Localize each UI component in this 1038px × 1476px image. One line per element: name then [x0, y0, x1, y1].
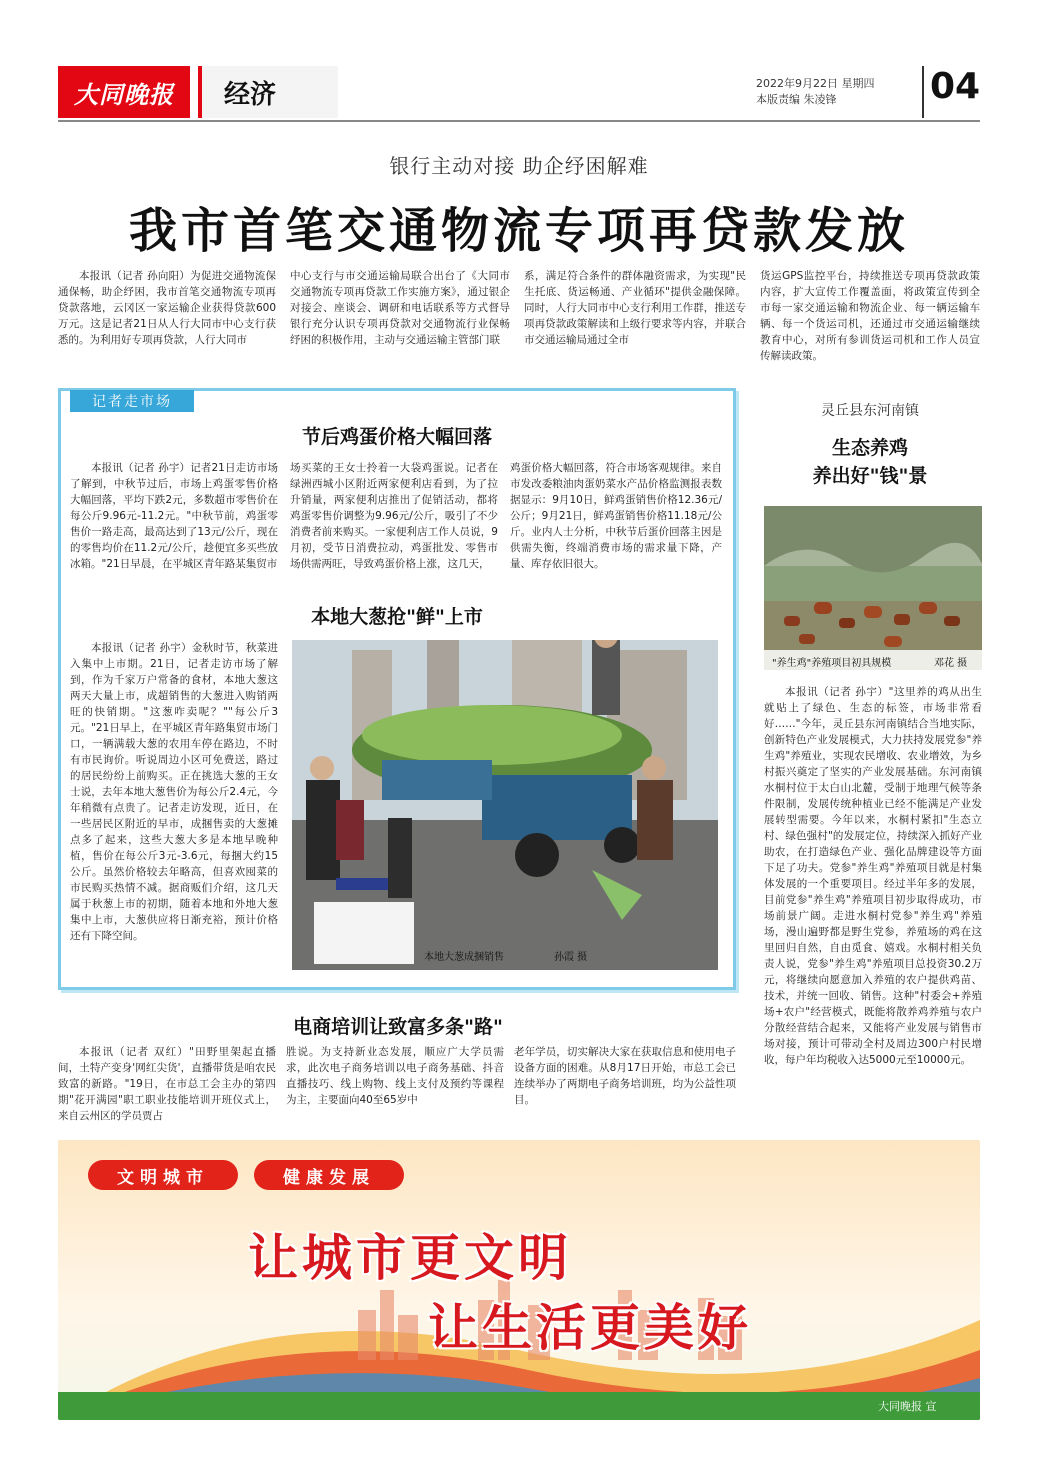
ecommerce-text-2: 胜说。为支持新业态发展，顺应广大学员需求，此次电子商务培训以电子商务基础、抖音直播技巧、线上购物、线上支付及预约等课程为主，主要面向40至65岁中: [286, 1046, 504, 1106]
eggs-column-3: [510, 460, 722, 588]
ecommerce-column-3: [514, 1044, 736, 1128]
onions-credit: 孙霞 摄: [554, 952, 588, 963]
header-divider: [922, 66, 924, 118]
banner-pill-healthy-development: 健康发展: [254, 1160, 404, 1190]
onions-title: 本地大葱抢"鲜"上市: [311, 606, 483, 628]
eggs-text-3: 鸡蛋价格大幅回落，符合市场客观规律。来自市发改委粮油肉蛋奶菜水产品价格监测报表数据显示：9月10日，鲜鸡蛋销售价格12.36元/公斤；9月21日，鲜鸡蛋销售价格11.18元/公斤。业内人士分析，中秋节后蛋价回落主因是供需失衡，终端消费市场的需求量下降，产量、库存依旧很大。: [510, 462, 722, 570]
onions-text: 本报讯（记者 孙宇）金秋时节，秋菜进入集中上市期。21日，记者走访市场了解到，作为千家万户常备的食材，本地大葱这两天大量上市，成超销售的大葱进入购销两旺的快销期。"这葱咋卖呢？""每公斤3元。"21日早上，在平城区青年路集贸市场门口，一辆满载大葱的农用车停在路边，不时有市民询价。听说周边小区可免费送，路过的居民纷纷上前购买。正在挑选大葱的王女士说，去年本地大葱售价为每公斤2.4元，今年稍微有点贵了。记者走访发现，近日，在一些居民区附近的早市，成捆售卖的大葱摊点多了起来，这些大葱大多是本地早晚种植，售价在每公斤3元-3.6元，每捆大约15公斤。虽然价格较去年略高，但喜欢囤菜的市民购买热情不减。据商贩们介绍，这几天属于秋葱上市的初期，随着本地和外地大葱集中上市，大葱供应将日渐充裕，预计价格还有下降空间。: [70, 642, 278, 942]
right-article-text: 本报讯（记者 孙宇）"这里养的鸡从出生就贴上了绿色、生态的标签，市场非常看好……"今年，灵丘县东河南镇结合当地实际，创新特色产业发展模式，大力扶持发展党参"养生鸡"养殖业，实现农民增收、农业增效，为乡村振兴奠定了坚实的产业发展基础。东河南镇水桐村位于太白山北麓，受制于地理气候等条件限制，发展传统种植业已经不能满足产业发展转型需要。今年以来，水桐村紧扣"生态立村、绿色强村"的发展定位，持续深入抓好产业助农，在打造绿色产业、强化品牌建设等方面下足了功夫。党参"养生鸡"养殖项目就是村集体发展的一个重要项目。经过半年多的发展，目前党参"养生鸡"养殖项目初步取得成功，市场前景广阔。走进水桐村党参"养生鸡"养殖场，漫山遍野都是野生党参，养殖场的鸡在这里回归自然，自由觅食、嬉戏。水桐村相关负责人说，党参"养生鸡"养殖项目总投资30.2万元，将继续向愿意加入养殖的农户提供鸡苗、技术，并统一回收、销售。这种"村委会+养殖场+农户"经营模式，既能将散养鸡养殖与农户分散经营结合起来，又能将产业发展与销售市场对接，预计可带动全村及周边300户村民增收，每户年均税收入达5000元至10000元。: [764, 686, 982, 1066]
lead-text-4: 货运GPS监控平台，持续推送专项再贷款政策内容，扩大宣传工作覆盖面，将政策宣传到全市每一家交通运输和物流企业、每一辆运输车辆、每一个货运司机，还通过市交通运输继续教育中心，对所有参训货运司机和工作人员宣传解读政策。: [760, 270, 980, 362]
eggs-text-2: 场买菜的王女士拎着一大袋鸡蛋说。记者在绿洲西城小区附近两家便利店看到，为了拉升销量，两家便利店推出了促销活动，都将鸡蛋零售价调整为9.96元/公斤，吸引了不少消费者前来购买。一家便利店工作人员说，9月初，受节日消费拉动，鸡蛋批发、零售市场供需两旺，导致鸡蛋价格上涨，这几天，: [290, 462, 498, 570]
eggs-title: 节后鸡蛋价格大幅回落: [301, 426, 492, 448]
lead-column-1: [58, 268, 276, 380]
eggs-column-1: [70, 460, 278, 588]
banner-pill-civilized-city: 文明城市: [88, 1160, 238, 1190]
chicken-credit: 邓花 摄: [934, 658, 968, 669]
page-editor: 本版责编 朱凌锋: [756, 93, 837, 106]
ecommerce-text-1: 本报讯（记者 双红）"田野里架起直播间，土特产变身'网红尖货'，直播带货是咱农民致富的新路。"19日，在市总工会主办的第四期"花开满园"职工职业技能培训开班仪式上，来自云州区的学员贾占: [58, 1046, 276, 1122]
chicken-photo: [764, 506, 982, 670]
issue-date: 2022年9月22日 星期四: [756, 77, 875, 90]
lead-headline: 我市首笔交通物流专项再贷款发放: [128, 203, 909, 259]
ecommerce-column-2: [286, 1044, 504, 1128]
right-title-line-1: 生态养鸡: [831, 437, 908, 459]
masthead-logo: 大同晚报: [58, 66, 190, 118]
banner-slogan-2: 让生活更美好: [428, 1299, 752, 1357]
civic-banner: [58, 1140, 980, 1420]
ecommerce-text-3: 老年学员，切实解决大家在获取信息和使用电子设备方面的困难。从8月17日开始，市总工会已连续举办了两期电子商务培训班，均为公益性项目。: [514, 1046, 736, 1106]
onions-caption: 本地大葱成捆销售: [424, 952, 504, 963]
lead-text-3: 系，满足符合条件的群体融资需求，为实现"民生托底、货运畅通、产业循环"提供金融保障。同时，人行大同市中心支行利用工作群，推送专项再贷款政策解读和上级行要求等内容，并联合市交通运输局通过全市: [524, 270, 746, 346]
ecommerce-column-1: [58, 1044, 276, 1128]
onions-column: [70, 640, 278, 972]
onions-photo-illustration: [292, 640, 718, 970]
chicken-caption: "养生鸡"养殖项目初具规模: [772, 658, 892, 669]
right-location-tag: 灵丘县东河南镇: [821, 403, 919, 419]
onions-photo: [292, 640, 718, 970]
right-article: [764, 684, 982, 1114]
header-rule: [58, 120, 980, 122]
right-title-line-2: 养出好"钱"景: [812, 465, 928, 487]
banner-footer: 大同晚报 宣: [878, 1400, 937, 1413]
right-title: [760, 434, 980, 490]
banner-slogan-1: 让城市更文明: [248, 1229, 572, 1287]
lead-text-2: 中心支行与市交通运输局联合出台了《大同市交通物流专项再贷款工作实施方案》，通过银企对接会、座谈会、调研和电话联系等方式督导银行充分认识专项再贷款对交通物流行业保畅纾困的积极作用，主动与交通运输主管部门联: [290, 270, 510, 346]
page-number: 04: [930, 66, 981, 107]
lead-text-1: 本报讯（记者 孙向阳）为促进交通物流保通保畅，助企纾困，我市首笔交通物流专项再贷款落地，云冈区一家运输企业获得贷款600万元。这是记者21日从人行大同市中心支行获悉的。为利用好专项再贷款，人行大同市: [58, 270, 276, 346]
lead-kicker: 银行主动对接 助企纾困解难: [389, 154, 649, 178]
chicken-photo-illustration: [764, 506, 982, 670]
ecommerce-title: 电商培训让致富多条"路": [293, 1016, 503, 1038]
eggs-column-2: [290, 460, 498, 588]
header-meta: [756, 76, 875, 108]
lead-column-2: [290, 268, 510, 380]
eggs-text-1: 本报讯（记者 孙宇）记者21日走访市场了解到，中秋节过后，市场上鸡蛋零售价格大幅回落，平均下跌2元，多数超市零售价在每公斤9.96元-11.2元。"中秋节前，鸡蛋零售价一路走高，最高达到了13元/公斤，现在的零售均价在11.2元/公斤，趁便宜多买些放冰箱。"21日早晨，在平城区青年路某集贸市: [70, 462, 278, 570]
reporter-box-tag: 记者走市场: [70, 390, 194, 412]
lead-column-3: [524, 268, 746, 380]
section-label: 经济: [198, 66, 338, 118]
lead-column-4: [760, 268, 980, 380]
